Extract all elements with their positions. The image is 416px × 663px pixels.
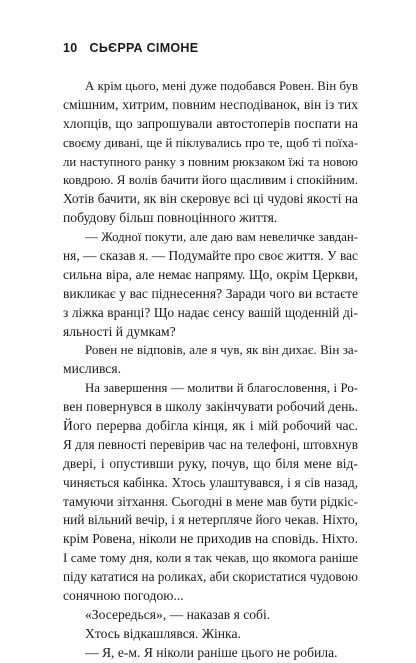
running-header [63,41,198,55]
text-line: хлопців, що запрошували автостоперів поспати на [63,115,358,131]
text-line: двері, і опустивши руку, почув, що біля мене від- [63,455,358,471]
text-line: крім Ровена, ніколи не приходив на сповідь. Ніхто. [63,531,358,547]
text-line: А крім цього, мені дуже подобався Ровен. Він був [85,79,358,93]
text-line: ли наступного ранку з повним рюкзаком їжі та новою [63,154,358,169]
text-line: Хтось відкашлявся. Жінка. [85,625,241,641]
text-line: піду кататися на роликах, аби скористатися чудовою [63,569,358,585]
text-line: На завершення — молитви й благословення, і Ро- [85,381,358,396]
text-line: ня, — сказав я. — Подумайте про своє життя. У вас [63,248,358,264]
text-line: сильна віра, але немає напряму. Що, окрім Церкви, [63,266,358,282]
text-line: з ліжка вранці? Що надає сенсу вашій щоденній ді- [63,304,358,320]
text-line: ковдрою. Я волів бачити його щасливим і спокійним. [63,172,358,188]
text-line: сонячною погодою... [63,588,184,604]
text-line: яльності й думкам? [63,323,176,339]
text-line: вен повернувся в школу закінчувати робочий день. [63,399,358,415]
text-line: Я для певності перевірив час на телефоні, штовхнув [63,436,358,452]
text-line: своєму дивані, ще й піклувались про те, щоб ті поїха- [63,135,358,150]
text-line: побудову більш повноцінного життя. [63,210,278,226]
text-line: ний вільний вечір, і я нетерпляче його чекав. Ніхто, [63,512,358,528]
text-line: — Жодної покути, але даю вам невеличке завдан- [85,230,358,245]
text-line: смішним, хитрим, повним несподіванок, він із тих [63,96,358,112]
text-line: — Я, е-м. Я ніколи раніше цього не робила. [85,644,338,660]
text-line: Його перерва добігла кінця, як і мій робочий час. [63,418,358,434]
text-line: Хотів бачити, як він скеровує всі ці чудові якості на [63,191,358,207]
text-line: тамуючи зітхання. Сьогодні в мене мав бути рідкіс- [63,493,358,509]
text-line: викликає у вас піднесення? Заради чого ви встаєте [63,285,358,301]
text-line: мислився. [63,361,121,377]
text-line: чиняється кабінка. Хтось улаштувався, і я сів назад, [63,474,358,490]
body-text [63,77,358,663]
page-number: 10 [63,41,78,55]
text-line: І саме тому дня, коли я так чекав, що якомога раніше [63,550,358,566]
text-line: Ровен не відповів, але я чув, як він дихає. Він за- [85,342,358,358]
text-line: «Зосередься», — наказав я собі. [85,606,271,622]
author-name: СЬЄРРА СІМОНЕ [89,41,199,55]
